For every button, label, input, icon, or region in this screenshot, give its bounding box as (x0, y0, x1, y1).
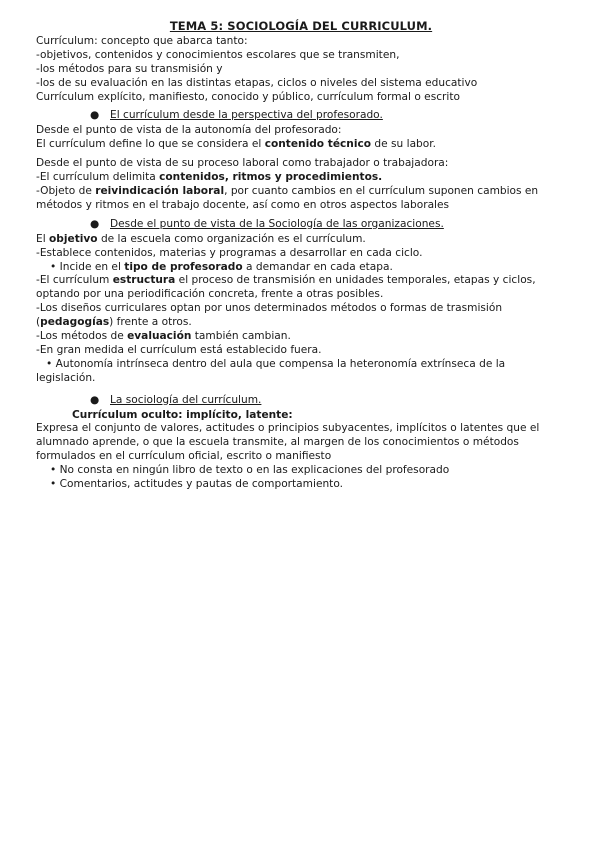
subheading-curriculum-oculto: Currículum oculto: implícito, latente: (72, 408, 293, 421)
bold-term: reivindicación laboral (95, 184, 225, 197)
section-heading-text: La sociología del currículum. (110, 393, 262, 406)
section-heading-sociologia (36, 394, 566, 408)
bullet-icon: ● (90, 393, 100, 406)
paragraph-line: -El currículum estructura el proceso de transmisión en unidades temporales, etapas y ciclos, optando por una periodificación concreta, frente a otras posibles. (36, 274, 536, 301)
intro-line: -los métodos para su transmisión y (36, 62, 223, 75)
paragraph-line: El currículum define lo que se considera el contenido técnico de su labor. (36, 138, 437, 151)
paragraph-line: -Los diseños curriculares optan por unos determinados métodos o formas de trasmisión (pedagogías) frente a otros. (36, 302, 503, 329)
sub-bullet-line: • Autonomía intrínseca dentro del aula que compensa la heteronomía extrínseca de la legislación. (36, 357, 506, 384)
section-heading-text: Desde el punto de vista de la Sociología de las organizaciones. (110, 217, 444, 230)
sub-bullet-line: • No consta en ningún libro de texto o en las explicaciones del profesorado (50, 464, 450, 477)
bold-term: contenidos, ritmos y procedimientos. (159, 171, 383, 184)
bold-term: pedagogías (40, 316, 110, 329)
section-heading-profesorado (36, 109, 566, 123)
intro-line: -los de su evaluación en las distintas etapas, ciclos o niveles del sistema educativo (36, 76, 478, 89)
sub-bullet-line: • Comentarios, actitudes y pautas de comportamiento. (50, 478, 343, 491)
paragraph-line: -Los métodos de evaluación también cambian. (36, 330, 291, 343)
paragraph-line: Desde el punto de vista de la autonomía del profesorado: (36, 124, 342, 137)
section-heading-organizaciones (36, 218, 566, 232)
intro-line: -objetivos, contenidos y conocimientos escolares que se transmiten, (36, 48, 400, 61)
bold-term: tipo de profesorado (124, 260, 243, 273)
paragraph-line: El objetivo de la escuela como organización es el currículum. (36, 232, 366, 245)
bold-term: contenido técnico (264, 138, 372, 151)
sub-bullet-line: • Incide en el tipo de profesorado a demandar en cada etapa. (50, 260, 393, 273)
paragraph-line: -Establece contenidos, materias y programas a desarrollar en cada ciclo. (36, 246, 423, 259)
paragraph-line: Expresa el conjunto de valores, actitudes o principios subyacentes, implícitos o latentes que el alumnado aprende, o que la escuela transmite, al margen de los conocimientos o métodos formulados en el currículum oficial, escrito o manifiesto (36, 422, 540, 463)
intro-line: Currículum: concepto que abarca tanto: (36, 34, 248, 47)
bold-term: evaluación (127, 330, 192, 343)
paragraph-line: -En gran medida el currículum está establecido fuera. (36, 343, 322, 356)
bullet-icon: ● (90, 109, 100, 122)
bullet-icon: ● (90, 217, 100, 230)
paragraph-line: Desde el punto de vista de su proceso laboral como trabajador o trabajadora: (36, 157, 449, 170)
bold-term: estructura (112, 274, 176, 287)
section-heading-text: El currículum desde la perspectiva del profesorado. (110, 109, 383, 122)
intro-line: Currículum explícito, manifiesto, conocido y público, currículum formal o escrito (36, 90, 460, 103)
paragraph-line: -Objeto de reivindicación laboral, por cuanto cambios en el currículum suponen cambios en métodos y ritmos en el trabajo docente, así como en otros aspectos laborales (36, 184, 539, 211)
paragraph-line: -El currículum delimita contenidos, ritmos y procedimientos. (36, 171, 383, 184)
document-content (36, 20, 566, 492)
page-title: TEMA 5: SOCIOLOGÍA DEL CURRICULUM. (169, 19, 433, 33)
bold-term: objetivo (49, 232, 98, 245)
